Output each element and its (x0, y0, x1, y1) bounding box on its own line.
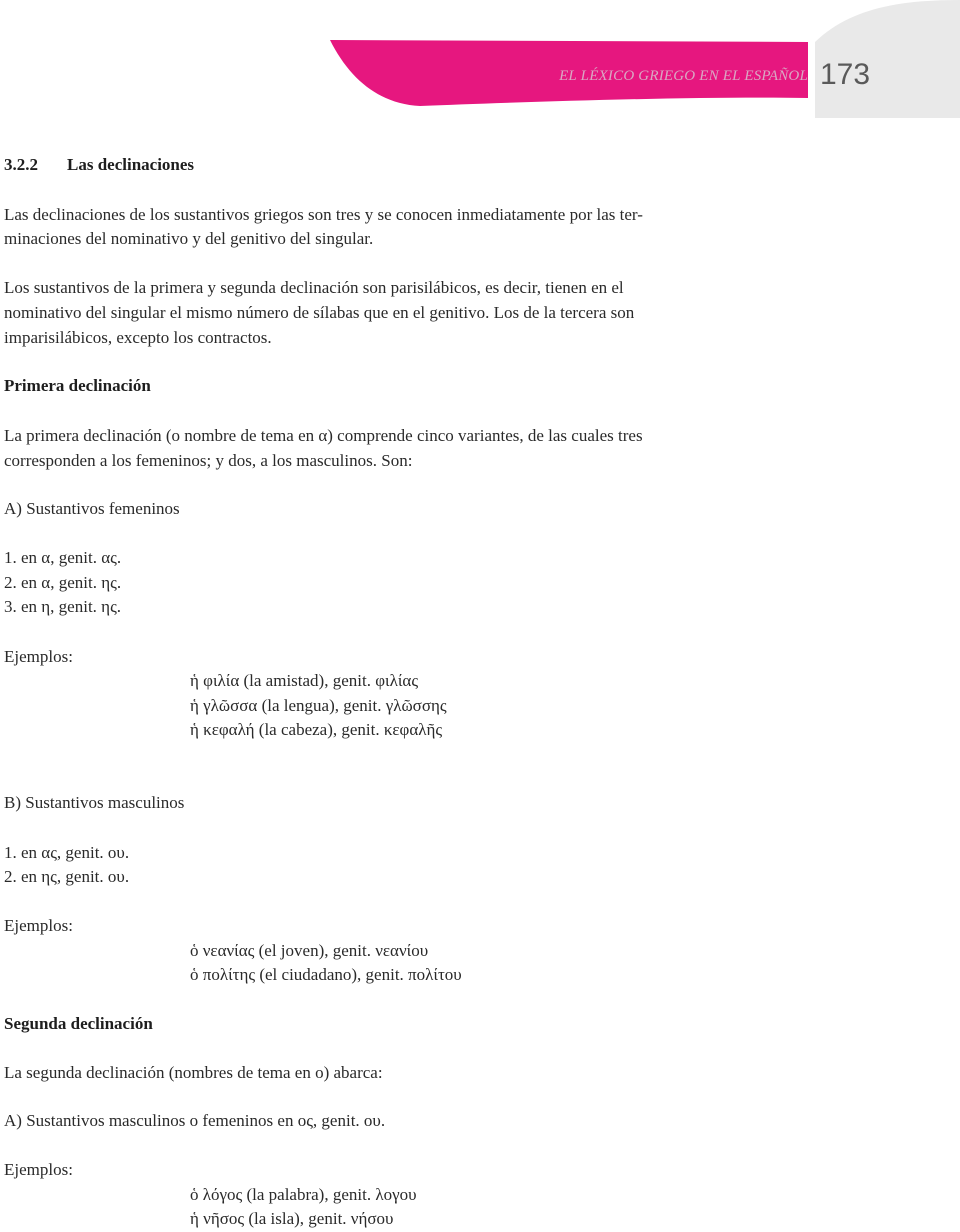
femeninos-item: 1. en α, genit. ας. (4, 548, 122, 567)
femeninos-example: ἡ φιλία (la amistad), genit. φιλίας (190, 671, 419, 690)
masculinos-example: ὁ νεανίας (el joven), genit. νεανίου (190, 941, 429, 960)
masculinos-ejemplos-label: Ejemplos: (4, 916, 73, 935)
section-number: 3.2.2 (4, 155, 38, 174)
femeninos-ejemplos-label: Ejemplos: (4, 647, 73, 666)
femeninos-item: 2. en α, genit. ης. (4, 573, 122, 592)
primera-p-line-1: La primera declinación (o nombre de tema en α) comprende cinco variantes, de las cuales tres (4, 426, 643, 445)
segunda-ejemplos-label: Ejemplos: (4, 1160, 73, 1179)
header-banner (0, 0, 960, 120)
femeninos-title: A) Sustantivos femeninos (4, 499, 180, 518)
running-title: EL LÉXICO GRIEGO EN EL ESPAÑOL (559, 68, 808, 84)
intro-p1-line-2: minaciones del nominativo y del genitivo del singular. (4, 229, 374, 248)
intro-p2-line-2: nominativo del singular el mismo número de sílabas que en el genitivo. Los de la tercera son (4, 303, 635, 322)
intro-p2-line-1: Los sustantivos de la primera y segunda declinación son parisilábicos, es decir, tienen en el (4, 278, 624, 297)
intro-p2-line-3: imparisilábicos, excepto los contractos. (4, 328, 272, 347)
masculinos-item: 2. en ης, genit. ου. (4, 867, 130, 886)
segunda-a-title: A) Sustantivos masculinos o femeninos en ος, genit. ου. (4, 1111, 386, 1130)
page-number: 173 (820, 58, 871, 91)
section-title: Las declinaciones (67, 155, 195, 174)
femeninos-item: 3. en η, genit. ης. (4, 597, 122, 616)
masculinos-item: 1. en ας, genit. ου. (4, 843, 130, 862)
primera-p-line-2: corresponden a los femeninos; y dos, a los masculinos. Son: (4, 451, 413, 470)
segunda-example: ὁ λόγος (la palabra), genit. λογου (190, 1185, 417, 1204)
intro-p1-line-1: Las declinaciones de los sustantivos griegos son tres y se conocen inmediatamente por las ter- (4, 205, 643, 224)
segunda-p: La segunda declinación (nombres de tema en o) abarca: (4, 1063, 383, 1082)
primera-heading: Primera declinación (4, 376, 151, 395)
segunda-example: ἡ νῆσος (la isla), genit. νήσου (190, 1209, 394, 1228)
femeninos-example: ἡ κεφαλή (la cabeza), genit. κεφαλῆς (190, 720, 443, 739)
masculinos-example: ὁ πολίτης (el ciudadano), genit. πολίτου (190, 965, 462, 984)
section-heading (4, 153, 194, 178)
femeninos-example: ἡ γλῶσσα (la lengua), genit. γλῶσσης (190, 696, 447, 715)
masculinos-title: B) Sustantivos masculinos (4, 793, 185, 812)
segunda-heading: Segunda declinación (4, 1014, 153, 1033)
